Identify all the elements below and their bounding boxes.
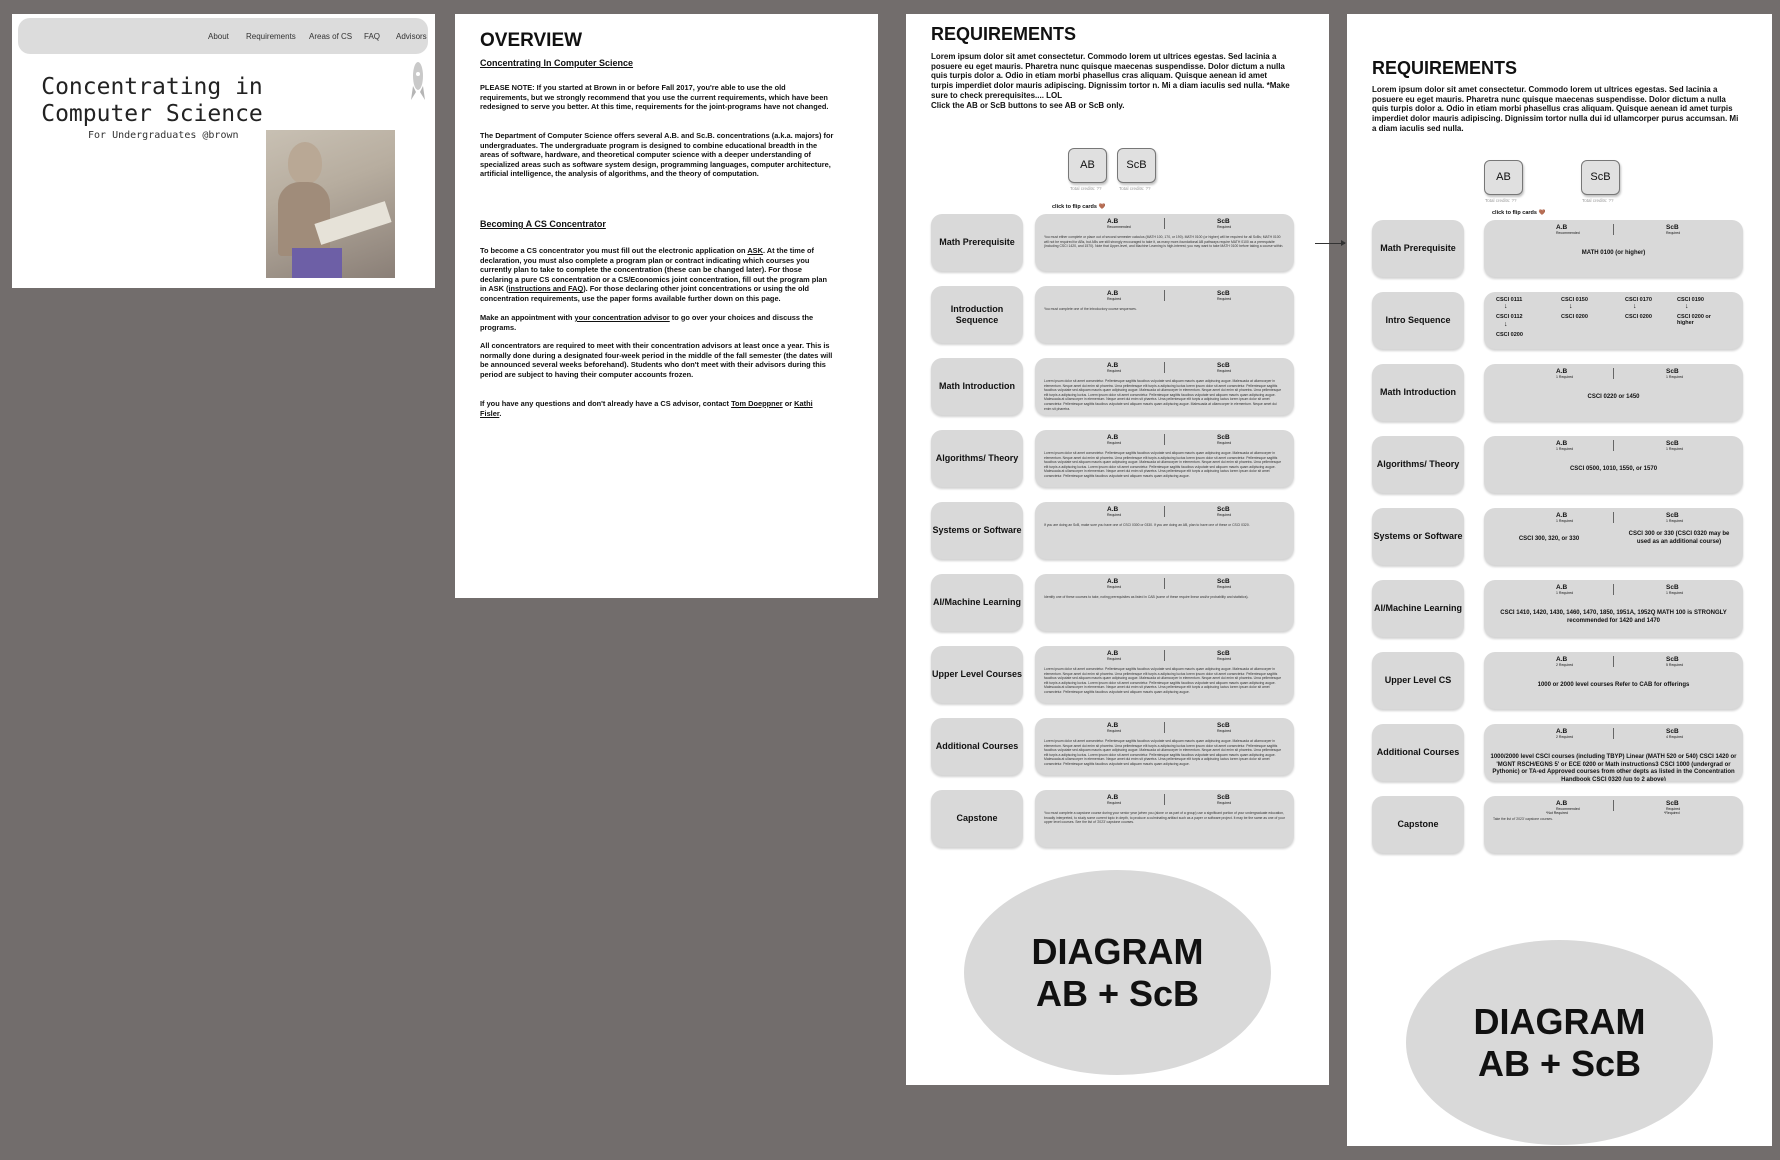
mousepad-image	[292, 248, 342, 278]
card-courses: 1000 or 2000 level courses Refer to CAB for offerings	[1537, 682, 1690, 688]
rocket-icon	[411, 60, 425, 104]
scb-note: *Required	[1664, 811, 1680, 815]
tom-doeppner-link[interactable]: Tom Doeppner	[731, 399, 783, 408]
ab-label: A.B	[1107, 290, 1119, 297]
ab-label: A.B	[1556, 584, 1568, 591]
overview-para-5: If you have any questions and don't already have a CS advisor, contact Tom Doeppner or Kathi Fisler.	[480, 399, 813, 418]
row-label[interactable]: Upper Level CS	[1372, 652, 1464, 709]
ab-sublabel: 2 Required	[1556, 735, 1574, 739]
ab-sublabel: 1 Required	[1556, 519, 1574, 523]
scb-sublabel: Required	[1217, 729, 1232, 733]
ab-label: A.B	[1556, 368, 1568, 375]
card-divider	[1164, 650, 1165, 661]
ab-sublabel: 1 Required	[1556, 591, 1574, 595]
scb-label: ScB	[1666, 800, 1679, 807]
row-label[interactable]: Systems or Software	[1372, 508, 1464, 565]
overview-para-4: All concentrators are required to meet with their concentration advisors at least once a year. This is normally done during a designated four-week period in the middle of the fall semester (the dates will be announced several weeks beforehand). Students who don't meet with their advisors during this period are subject to having their computer accounts frozen.	[480, 341, 833, 379]
card-divider	[1613, 728, 1614, 739]
ab-label: A.B	[1556, 440, 1568, 447]
ab-sublabel: Required	[1107, 513, 1122, 517]
row-label[interactable]: Capstone	[1372, 796, 1464, 853]
overview-subheading-1: Concentrating In Computer Science	[480, 58, 634, 68]
ask-link[interactable]: ASK	[747, 246, 763, 255]
card-divider	[1613, 584, 1614, 595]
requirement-card[interactable]	[1484, 436, 1743, 493]
overview-heading: OVERVIEW	[480, 30, 583, 51]
seq-next: CSCI 0200	[1561, 314, 1588, 320]
card-divider	[1613, 224, 1614, 235]
requirement-card[interactable]	[1484, 292, 1743, 349]
scb-sublabel: Required	[1217, 801, 1232, 805]
scb-label: ScB	[1666, 224, 1679, 231]
card-body: Lorem ipsum dolor sit amet consectetur. Pellentesque sagittis faucibus vulputate sed aliquam mauris quam adipiscing augue. Malesuada at ullamcorper in elementum. Neque amet dui enim sit pharetra. Urna pellentesque elit turpis a adipiscing luctus lorem ipsum dolor sit amet consectetur. Pellentesque sagittis faucibus vulputate sed aliquam mauris quam adipiscing augue. Malesuada at ullamcorper in elementum. Neque amet dui enim sit pharetra. Urna pellentesque elit turpis a adipiscing luctus. Lorem ipsum dolor sit amet consectetur. Pellentesque sagittis faucibus vulputate sed aliquam mauris quam adipiscing augue. Malesuada at ullamcorper in elementum. Neque amet dui enim sit pharetra. Urna pellentesque elit turpis a adipiscing luctus lorem ipsum dolor sit amet consectetur. Pellentesque sagittis faucibus vulputate sed aliquam mauris quam adipiscing augue.	[1044, 451, 1282, 478]
title-line-2: Computer Science	[41, 101, 263, 127]
scb-sublabel: 1 Required	[1666, 447, 1684, 451]
overview-frame	[455, 14, 878, 598]
seq-next: CSCI 0112	[1496, 314, 1523, 320]
ab-sublabel: 1 Required	[1556, 375, 1574, 379]
seq-start: CSCI 0190	[1677, 297, 1704, 303]
diagram-placeholder-2	[1406, 940, 1713, 1145]
seq-final: CSCI 0200	[1496, 332, 1523, 338]
ab-credits-caption-2: Total credits: ??	[1485, 198, 1517, 203]
requirement-card[interactable]	[1035, 574, 1294, 631]
card-ab-courses: CSCI 300, 320, or 330	[1518, 536, 1580, 542]
requirement-card[interactable]	[1035, 358, 1294, 415]
requirement-card[interactable]	[1484, 508, 1743, 565]
card-divider	[1164, 290, 1165, 301]
diagram-line-1: DIAGRAM	[1473, 1000, 1646, 1042]
card-divider	[1164, 434, 1165, 445]
scb-label: ScB	[1666, 368, 1679, 375]
ab-toggle-button[interactable]: AB	[1068, 148, 1107, 183]
alien-photo	[266, 130, 395, 278]
card-body: You must complete a capstone course during your senior year (when you (alone or as part of a group) use a significant portion of your undergraduate education, broadly interpreted, to study some current topic in depth, to produce a culminating artifact such as a paper or software project. It may be the same as one of your upper level courses. See the list of '2023' capstone courses.	[1044, 811, 1285, 825]
scb-label: ScB	[1666, 584, 1679, 591]
requirement-card[interactable]	[1035, 790, 1294, 847]
scb-label: ScB	[1666, 512, 1679, 519]
flow-arrow	[1315, 243, 1345, 244]
card-body: Take the list of '2023' capstone courses.	[1493, 817, 1553, 821]
card-body: Identify one of these courses to take, noting prerequisites as listed in CAB (some of these require linear and/or probability and statistics).	[1044, 595, 1249, 599]
scb-label: ScB	[1217, 794, 1230, 801]
row-label[interactable]: Capstone	[931, 790, 1023, 847]
ab-sublabel: Recommended	[1556, 231, 1580, 235]
ab-label: A.B	[1556, 512, 1568, 519]
requirement-card[interactable]	[1484, 724, 1743, 781]
requirement-card[interactable]	[1484, 796, 1743, 853]
scb-sublabel: 1 Required	[1666, 591, 1684, 595]
ab-credits-caption: Total credits: ??	[1070, 186, 1102, 191]
scb-credits-caption: Total credits: ??	[1119, 186, 1151, 191]
ab-label: A.B	[1556, 800, 1568, 807]
ab-sublabel: Required	[1107, 585, 1122, 589]
scb-label: ScB	[1217, 722, 1230, 729]
overview-para-3: Make an appointment with your concentration advisor to go over your choices and discuss the programs.	[480, 313, 814, 332]
flip-cards-hint: click to flip cards 🤎	[1052, 204, 1106, 210]
scb-sublabel: Required	[1666, 231, 1681, 235]
scb-sublabel: Required	[1217, 513, 1232, 517]
ab-label: A.B	[1107, 578, 1119, 585]
row-label[interactable]: Introduction Sequence	[931, 286, 1023, 343]
row-label[interactable]: Math Introduction	[1372, 364, 1464, 421]
card-courses: CSCI 1410, 1420, 1430, 1460, 1470, 1850, 1951A, 1952Q MATH 100 is STRONGLY recommended for 1420 and 1470	[1500, 610, 1727, 624]
row-label[interactable]: Upper Level Courses	[931, 646, 1023, 703]
ab-label: A.B	[1107, 362, 1119, 369]
row-label[interactable]: AI/Machine Learning	[1372, 580, 1464, 637]
ab-sublabel: Required	[1107, 441, 1122, 445]
scb-label: ScB	[1217, 650, 1230, 657]
scb-sublabel: 1 Required	[1666, 375, 1684, 379]
ab-label: A.B	[1556, 656, 1568, 663]
nav-about[interactable]: About	[208, 32, 229, 41]
ab-sublabel: 2 Required	[1556, 663, 1574, 667]
row-label[interactable]: Math Introduction	[931, 358, 1023, 415]
arrow-down-icon: ↓	[1685, 303, 1689, 310]
card-courses: MATH 0100 (or higher)	[1581, 250, 1646, 256]
card-body: If you are doing an ScB, make sure you have one of CSCI 0300 or 0330. If you are doing an AB, plan to have one of these or CSCI 0320.	[1044, 523, 1250, 527]
requirements-heading-2: REQUIREMENTS	[1372, 58, 1518, 78]
page-subtitle: For Undergraduates @brown	[88, 130, 239, 141]
requirement-card[interactable]	[1484, 220, 1743, 277]
ab-label: A.B	[1556, 224, 1568, 231]
seq-start: CSCI 0150	[1561, 297, 1588, 303]
seq-start: CSCI 0170	[1625, 297, 1652, 303]
diagram-line-1: DIAGRAM	[1031, 930, 1204, 972]
ab-note: *Not Required	[1546, 811, 1568, 815]
requirements-intro-2: Lorem ipsum dolor sit amet consectetur. Commodo lorem ut ultrices egestas. Sed lacinia a posuere eu eget mauris. Pharetra nunc quisque maecenas suspendisse. Dolor dictum a nulla quis turpis dolor a. Odio in etiam morbi phasellus cras aliquam. Quisque aenean id amet turpis imperdiet dolor mauris adipiscing. Dignissim tortor nulla dui id ullamcorper purus accumsan. Mi a diam iaculis sed nulla.	[1372, 85, 1739, 133]
ab-label: A.B	[1556, 728, 1568, 735]
diagram-line-2: AB + ScB	[1035, 972, 1200, 1014]
scb-sublabel: Required	[1666, 807, 1681, 811]
navbar	[18, 18, 428, 54]
ab-label: A.B	[1107, 722, 1119, 729]
diagram-placeholder	[964, 870, 1271, 1075]
requirement-card[interactable]	[1035, 646, 1294, 703]
scb-sublabel: Required	[1217, 369, 1232, 373]
row-label[interactable]: Math Prerequisite	[931, 214, 1023, 271]
row-label[interactable]: Additional Courses	[1372, 724, 1464, 781]
home-frame	[12, 14, 435, 288]
card-body: Lorem ipsum dolor sit amet consectetur. Pellentesque sagittis faucibus vulputate sed aliquam mauris quam adipiscing augue. Malesuada at ullamcorper in elementum. Neque amet dui enim sit pharetra. Urna pellentesque elit turpis a adipiscing luctus lorem ipsum dolor sit amet consectetur. Pellentesque sagittis faucibus vulputate sed aliquam mauris quam adipiscing augue. Malesuada at ullamcorper in elementum. Neque amet dui enim sit pharetra. Urna pellentesque elit turpis a adipiscing luctus. Lorem ipsum dolor sit amet consectetur. Pellentesque sagittis faucibus vulputate sed aliquam mauris quam adipiscing augue. Malesuada at ullamcorper in elementum. Neque amet dui enim sit pharetra. Urna pellentesque elit turpis a adipiscing luctus lorem ipsum dolor sit amet consectetur. Pellentesque sagittis faucibus vulputate sed aliquam mauris quam adipiscing augue. Malesuada at ullamcorper in elementum. Neque amet dui enim sit pharetra.	[1044, 379, 1282, 411]
card-scb-courses: CSCI 300 or 330 (CSCI 0320 may be used as an additional course)	[1628, 531, 1730, 545]
card-divider	[1164, 578, 1165, 589]
arrow-down-icon: ↓	[1633, 303, 1637, 310]
ab-sublabel: Required	[1107, 657, 1122, 661]
requirement-card[interactable]	[1035, 430, 1294, 487]
requirements-frame-2	[1347, 14, 1772, 1146]
card-courses: 1000/2000 level CSCI courses (including TBYP) Linear (MATH 520 or 540) CSCI 1420 or 'MGNT RSCH/EGNS 5' or ECE 0200 or Math instructions3 CSCI 1000 (undergrad or Pythonic) or TA-ed Approved courses from other depts as listed in the Concentration Handbook CSCI 0320 (up to 2 above)	[1490, 754, 1737, 781]
ab-label: A.B	[1107, 434, 1119, 441]
arrow-down-icon: ↓	[1504, 321, 1508, 328]
row-label[interactable]: Algorithms/ Theory	[931, 430, 1023, 487]
advisor-link[interactable]: your concentration advisor	[574, 313, 670, 322]
scb-label: ScB	[1666, 440, 1679, 447]
card-divider	[1613, 800, 1614, 811]
scb-sublabel: Required	[1217, 225, 1232, 229]
overview-note: PLEASE NOTE: If you started at Brown in or before Fall 2017, you're able to use the old requirements, but we strongly recommend that you use the current requirements, which have been redesigned to serve you better. At this time, requirements for the joint-programs have not changed.	[480, 83, 829, 111]
card-divider	[1164, 218, 1165, 229]
scb-sublabel: Required	[1217, 585, 1232, 589]
scb-label: ScB	[1666, 656, 1679, 663]
card-divider	[1613, 512, 1614, 523]
scb-label: ScB	[1666, 728, 1679, 735]
requirement-card[interactable]	[1484, 652, 1743, 709]
overview-subheading-2: Becoming A CS Concentrator	[480, 219, 606, 229]
scb-sublabel: Required	[1217, 657, 1232, 661]
nav-advisors[interactable]: Advisors	[396, 32, 427, 41]
card-divider	[1164, 722, 1165, 733]
scb-credits-caption-2: Total credits: ??	[1582, 198, 1614, 203]
card-courses: CSCI 0500, 1010, 1550, or 1570	[1569, 466, 1658, 472]
ab-label: A.B	[1107, 218, 1119, 225]
ab-sublabel: Required	[1107, 297, 1122, 301]
row-label[interactable]: Systems or Software	[931, 502, 1023, 559]
requirements-intro: Lorem ipsum dolor sit amet consectetur. Commodo lorem ut ultrices egestas. Sed lacinia a posuere eu eget mauris. Pharetra nunc quisque maecenas suspendisse. Dolor dictum a nulla quis turpis dolor a. Odio in etiam morbi phasellus cras aliquam. Quisque aenean id amet turpis imperdiet dolor mauris adipiscing. Dignissim tortor n. Mi a diam iaculis sed nulla. *Make sure to check prerequisites.... LOL Click the AB or ScB buttons to see AB or ScB only.	[931, 52, 1290, 110]
requirement-card[interactable]	[1484, 364, 1743, 421]
row-label[interactable]: Math Prerequisite	[1372, 220, 1464, 277]
ab-label: A.B	[1107, 794, 1119, 801]
card-divider	[1164, 362, 1165, 373]
requirement-card[interactable]	[1035, 286, 1294, 343]
ab-sublabel: Required	[1107, 369, 1122, 373]
nav-faq[interactable]: FAQ	[364, 32, 381, 41]
card-body: You must either complete or place out of second semester calculus (MATH 100, 170, or 190). MATH 0100 (or higher) will be required for all ScBs; MATH 0100 will not be required for ABs, but ABs are still strongly encouraged to take it, as many more-foundational AB pathways require MATH 0100 as a prerequisite (including CSCI 1420, and 1570). Note that Upper-level, and Machine Learning is high-interest; you may want to take MATH 0100 before taking a course within.	[1044, 235, 1284, 249]
scb-label: ScB	[1217, 362, 1230, 369]
scb-sublabel: 1 Required	[1666, 519, 1684, 523]
card-body: Lorem ipsum dolor sit amet consectetur. Pellentesque sagittis faucibus vulputate sed aliquam mauris quam adipiscing augue. Malesuada at ullamcorper in elementum. Neque amet dui enim sit pharetra. Urna pellentesque elit turpis a adipiscing luctus lorem ipsum dolor sit amet consectetur. Pellentesque sagittis faucibus vulputate sed aliquam mauris quam adipiscing augue. Malesuada at ullamcorper in elementum. Neque amet dui enim sit pharetra. Urna pellentesque elit turpis a adipiscing luctus. Lorem ipsum dolor sit amet consectetur. Pellentesque sagittis faucibus vulputate sed aliquam mauris quam adipiscing augue. Malesuada at ullamcorper in elementum. Neque amet dui enim sit pharetra. Urna pellentesque elit turpis a adipiscing luctus lorem ipsum dolor sit amet consectetur. Pellentesque sagittis faucibus vulputate sed aliquam mauris quam adipiscing augue.	[1044, 739, 1282, 766]
ab-sublabel: Required	[1107, 729, 1122, 733]
ab-toggle-button-2[interactable]: AB	[1484, 160, 1523, 195]
scb-label: ScB	[1217, 218, 1230, 225]
row-label[interactable]: Intro Sequence	[1372, 292, 1464, 349]
flip-cards-hint-2: click to flip cards 🤎	[1492, 210, 1546, 216]
instructions-faq-link[interactable]: instructions and FAQ	[508, 284, 584, 293]
requirement-card[interactable]	[1035, 214, 1294, 271]
scb-toggle-button[interactable]: ScB	[1117, 148, 1156, 183]
row-label[interactable]: Additional Courses	[931, 718, 1023, 775]
kathi-fisler-link[interactable]: Kathi Fisler	[480, 399, 813, 418]
diagram-line-2: AB + ScB	[1477, 1042, 1642, 1084]
card-courses: CSCI 0220 or 1450	[1587, 394, 1640, 400]
ab-label: A.B	[1107, 506, 1119, 513]
scb-sublabel: Required	[1217, 441, 1232, 445]
requirement-card[interactable]	[1035, 502, 1294, 559]
scb-sublabel: Required	[1217, 297, 1232, 301]
requirement-card[interactable]	[1035, 718, 1294, 775]
requirements-heading: REQUIREMENTS	[931, 24, 1077, 44]
scb-toggle-button-2[interactable]: ScB	[1581, 160, 1620, 195]
scb-label: ScB	[1217, 434, 1230, 441]
scb-label: ScB	[1217, 290, 1230, 297]
alien-head	[288, 142, 322, 184]
ab-sublabel: Recommended	[1556, 807, 1580, 811]
nav-areas-of-cs[interactable]: Areas of CS	[309, 32, 353, 41]
card-divider	[1164, 794, 1165, 805]
card-divider	[1613, 656, 1614, 667]
title-line-1: Concentrating in	[41, 74, 263, 100]
arrow-down-icon: ↓	[1569, 303, 1573, 310]
row-label[interactable]: Algorithms/ Theory	[1372, 436, 1464, 493]
scb-sublabel: 5 Required	[1666, 663, 1684, 667]
seq-next: CSCI 0200	[1625, 314, 1652, 320]
ab-sublabel: Required	[1107, 801, 1122, 805]
arrow-down-icon: ↓	[1504, 303, 1508, 310]
row-label[interactable]: AI/Machine Learning	[931, 574, 1023, 631]
nav-requirements[interactable]: Requirements	[246, 32, 296, 41]
seq-next: CSCI 0200 or higher	[1677, 314, 1711, 326]
card-body: Lorem ipsum dolor sit amet consectetur. Pellentesque sagittis faucibus vulputate sed aliquam mauris quam adipiscing augue. Malesuada at ullamcorper in elementum. Neque amet dui enim sit pharetra. Urna pellentesque elit turpis a adipiscing luctus lorem ipsum dolor sit amet consectetur. Pellentesque sagittis faucibus vulputate sed aliquam mauris quam adipiscing augue. Malesuada at ullamcorper in elementum. Neque amet dui enim sit pharetra. Urna pellentesque elit turpis a adipiscing luctus. Lorem ipsum dolor sit amet consectetur. Pellentesque sagittis faucibus vulputate sed aliquam mauris quam adipiscing augue. Malesuada at ullamcorper in elementum. Neque amet dui enim sit pharetra. Urna pellentesque elit turpis a adipiscing luctus lorem ipsum dolor sit amet consectetur. Pellentesque sagittis faucibus vulputate sed aliquam mauris quam adipiscing augue.	[1044, 667, 1282, 694]
card-divider	[1613, 440, 1614, 451]
alien-body	[278, 182, 330, 256]
requirements-frame-1	[906, 14, 1329, 1085]
requirement-card[interactable]	[1484, 580, 1743, 637]
ab-sublabel: Recommended	[1107, 225, 1131, 229]
scb-label: ScB	[1217, 578, 1230, 585]
page-title	[32, 74, 272, 128]
ab-label: A.B	[1107, 650, 1119, 657]
card-body: You must complete one of the introductory course sequences.	[1044, 307, 1137, 311]
overview-para-1: The Department of Computer Science offers several A.B. and Sc.B. concentrations (a.k.a. majors) for undergraduates. The undergraduate program is designed to combine educational breadth in the areas of software, hardware, and theoretical computer science with a deeper understanding of specialized areas such as software system design, programming languages, computer architecture, artificial intelligence, the analysis of algorithms, and the theory of computation.	[480, 131, 834, 178]
seq-start: CSCI 0111	[1496, 297, 1523, 303]
scb-label: ScB	[1217, 506, 1230, 513]
overview-para-2: To become a CS concentrator you must fill out the electronic application on ASK. At the time of declaration, you must also complete a program plan or contract indicating which courses you currently plan to take to complete the concentration (these can be changed later). For those declaring a pure CS concentration or a CS/Economics joint concentration, fill out the program plan in ASK (instructions and FAQ). For those declaring other joint concentrations or using the old concentration requirements, use the paper forms available further down on this page.	[480, 246, 827, 303]
card-divider	[1164, 506, 1165, 517]
scb-sublabel: 4 Required	[1666, 735, 1684, 739]
card-divider	[1613, 368, 1614, 379]
ab-sublabel: 1 Required	[1556, 447, 1574, 451]
